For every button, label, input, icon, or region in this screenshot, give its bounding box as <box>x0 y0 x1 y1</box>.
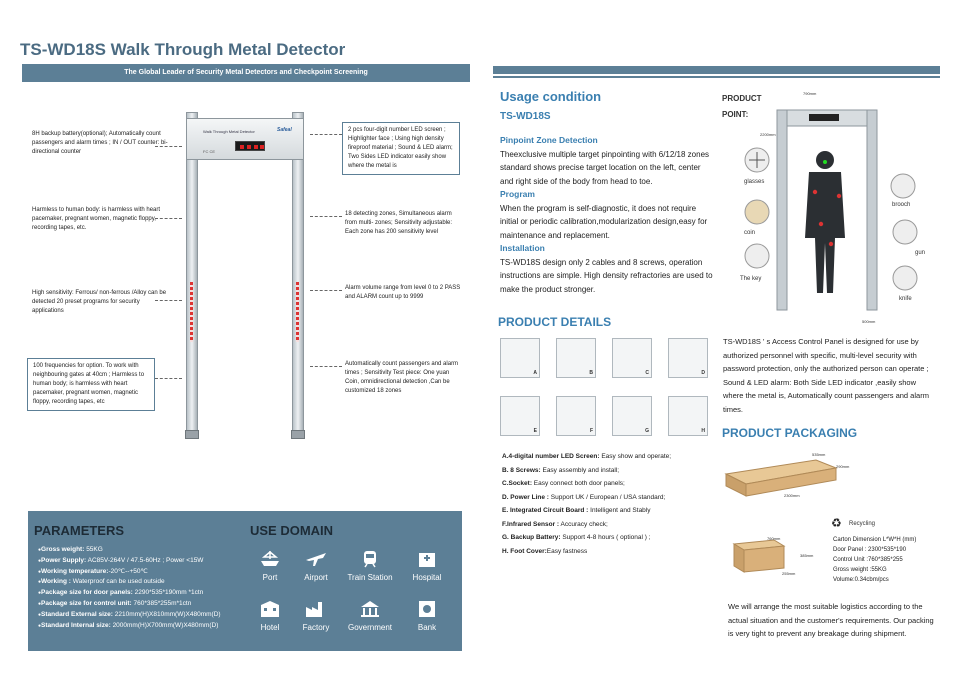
train-icon <box>358 549 382 569</box>
box2-length: 760mm <box>767 536 781 541</box>
box1-height: 290mm <box>836 464 850 469</box>
note-zones: 18 detecting zones, Simultaneous alarm from multi- zones; Sensitivity adjustable: Each zone has 200 sensitivity level <box>345 211 453 235</box>
connector <box>310 216 342 217</box>
part-a-led-screen: A <box>500 338 540 378</box>
pinpoint-title: Pinpoint Zone Detection <box>500 135 598 145</box>
part-h-foot-cover: H <box>668 396 708 436</box>
airplane-icon <box>304 549 328 569</box>
use-airport: Airport <box>286 549 346 582</box>
details-item: B. 8 Screws: Easy assembly and install; <box>502 466 620 474</box>
product-point-graphic <box>717 88 939 328</box>
param-item: ● Package size for control unit: 760*385*255m*1ctn <box>38 599 221 610</box>
use-factory: Factory <box>286 599 346 632</box>
part-g-backup-battery: G <box>612 396 652 436</box>
connector <box>310 134 342 135</box>
detector-illustration <box>182 112 310 442</box>
param-item: ● Package size for door panels: 2290*535*190mm *1ctn <box>38 588 221 599</box>
box1-width: 535mm <box>812 452 826 457</box>
detector-crossbar <box>186 118 304 160</box>
label-key: The key <box>740 276 762 282</box>
parameters-panel <box>28 511 462 651</box>
details-item: E. Integrated Circuit Board : Intelligent and Stably <box>502 507 651 514</box>
led-indicator-right <box>296 282 299 342</box>
led-display <box>235 141 265 151</box>
param-item: ● Working : Waterproof can be used outside <box>38 577 221 588</box>
right-foot <box>291 430 305 439</box>
details-item: D. Power Line : Support UK / European / USA standard; <box>502 493 666 501</box>
details-item: A.4-digital number LED Screen: Easy show and operate; <box>502 453 672 460</box>
note-harmless: Harmless to human body: is harmless with heart pacemaker, pregnant women, magnetic floppy, recording tapes, etc. <box>32 207 161 231</box>
part-d-power-line: D <box>668 338 708 378</box>
details-item: C.Socket: Easy connect both door panels; <box>502 480 625 487</box>
param-item: ● Gross weight: 55KG <box>38 545 221 556</box>
part-b-screws: B <box>556 338 596 378</box>
label-glasses: glasses <box>744 179 765 185</box>
details-item: H. Foot Cover:Easy fastness <box>502 547 588 555</box>
government-icon <box>358 599 382 619</box>
label-knife: knife <box>899 296 912 302</box>
packaging-heading: PRODUCT PACKAGING <box>722 426 858 440</box>
details-item: F.Infrared Sensor : Accuracy check; <box>502 520 608 528</box>
brand-logo: Safeal <box>277 127 292 133</box>
note-battery: 8H backup battery(optional); Automatically count passengers and alarm times ; IN / OUT counter: bi-directional counter <box>32 131 168 155</box>
use-domain-heading: USE DOMAIN <box>250 523 334 538</box>
left-foot <box>185 430 199 439</box>
note-count: Automatically count passengers and alarm times ; Sensitivity Test piece: One yuan Coin, omnidirectional detection ,Can be customized 18 zones <box>345 361 459 394</box>
parameters-heading: PARAMETERS <box>34 523 125 538</box>
door-panel-carton <box>722 450 842 500</box>
part-f-infrared-sensor: F <box>556 396 596 436</box>
use-train-station: Train Station <box>340 549 400 582</box>
note-frequencies: 100 frequencies for option. To work with neighbouring gates at 40cm ; Harmless to human body; is harmless with heart pacemaker, pregnant women, magnetic floppy, recording tapes, etc <box>27 358 155 411</box>
connector <box>155 378 182 379</box>
part-e-circuit-board: E <box>500 396 540 436</box>
box1-length: 2300mm <box>784 493 800 498</box>
recycling-icon: ♻ <box>831 516 842 530</box>
right-pillar <box>292 112 304 437</box>
note-led-screen: 2 pcs four-digit number LED screen ; Highlighter face ; Using high density fireproof material ; Sound & LED alarm; Two Sides LED indicator easily show where the metal is <box>342 122 460 175</box>
connector <box>310 290 342 291</box>
usage-model: TS-WD18S <box>500 111 551 122</box>
note-alarm-volume: Alarm volume range from level 0 to 2 PASS and ALARM count up to 9999 <box>345 285 461 300</box>
right-banner-line <box>493 76 940 78</box>
ship-icon <box>258 549 282 569</box>
product-point-illustration <box>717 88 939 328</box>
parameters-list <box>38 545 221 631</box>
page-title: TS-WD18S Walk Through Metal Detector <box>20 40 346 59</box>
box2-height: 385mm <box>800 553 814 558</box>
bank-icon <box>415 599 439 619</box>
hotel-icon <box>258 599 282 619</box>
product-point-desc: TS-WD18S ' s Access Control Panel is designed for use by authorized personnel with specific, multi-level security with password protection, only the authorized person can operate ; Sound & LED alarm: Both Side LED indicator ,easily show where the metal is, Automatically count passengers and alarm times. <box>723 337 929 414</box>
param-item: ● Power Supply: AC85V-264V / 47.5-60Hz ; Power <15W <box>38 556 221 567</box>
cert-marks: FC CE <box>203 149 215 154</box>
control-unit-carton <box>730 536 790 576</box>
program-text: When the program is self-diagnostic, it does not require initial or periodic calibration,modularization design,easy for maintenance and replacement. <box>500 203 708 240</box>
led-indicator-left <box>190 282 193 342</box>
left-pillar <box>186 112 198 437</box>
label-brooch: brooch <box>892 202 911 208</box>
packaging-specs: Carton Dimension L*W*H (mm) Door Panel : 2300*535*190 Control Unit :760*385*255 Gross weight :55KG Volume:0.34cbm/pcs <box>833 537 917 583</box>
usage-heading: Usage condition <box>500 89 602 104</box>
page-banner: The Global Leader of Security Metal Detectors and Checkpoint Screening <box>22 64 470 82</box>
connector <box>155 218 182 219</box>
install-text: TS-WD18S design only 2 cables and 8 screws, operation instructions are simple. High density refractories are used to make the product stronger. <box>500 257 713 294</box>
packaging-note: We will arrange the most suitable logistics according to the actual situation and the customer's requirements. Our packing is very tight to prevent any breakage during shipment. <box>728 602 934 638</box>
crossbar-label: Walk Through Metal Detector <box>203 129 255 134</box>
use-bank: Bank <box>397 599 457 632</box>
connector <box>155 146 182 147</box>
usage-text <box>500 134 715 296</box>
label-gun: gun <box>915 250 926 256</box>
use-government: Government <box>340 599 400 632</box>
param-item: ● Standard External size: 2210mm(H)X810mm(W)X480mm(D) <box>38 610 221 621</box>
param-item: ● Standard Internal size: 2000mm(H)X700mm(W)X480mm(D) <box>38 621 221 632</box>
dim-width: 790mm <box>803 91 817 96</box>
connector <box>155 300 182 301</box>
label-coin: coin <box>744 230 756 236</box>
box2-width: 255mm <box>782 571 796 576</box>
param-item: ● Working temperature:-20℃--+50℃ <box>38 567 221 578</box>
details-list <box>502 450 671 558</box>
factory-icon <box>304 599 328 619</box>
dim-height: 2200mm <box>760 132 776 137</box>
install-title: Installation <box>500 243 545 253</box>
program-title: Program <box>500 189 535 199</box>
note-sensitivity: High sensitivity: Ferrous/ non-ferrous /Alloy can be detected 20 preset programs for security applications <box>32 290 167 314</box>
use-port: Port <box>240 549 300 582</box>
right-banner-bar <box>493 66 940 74</box>
recycling-label: Recycling <box>849 521 876 527</box>
use-hotel: Hotel <box>240 599 300 632</box>
pinpoint-text: Theexclusive multiple target pinpointing with 6/12/18 zones standard shows precise target location on the left, center and right side of the body from head to toe. <box>500 149 710 186</box>
part-c-socket: C <box>612 338 652 378</box>
details-item: G. Backup Battery: Support 4-8 hours ( optional ) ; <box>502 534 651 541</box>
connector <box>310 366 342 367</box>
hospital-icon <box>415 549 439 569</box>
details-heading: PRODUCT DETAILS <box>498 315 612 329</box>
product-point-title: PRODUCT POINT: <box>722 94 762 119</box>
use-hospital: Hospital <box>397 549 457 582</box>
dim-depth: 500mm <box>862 319 876 324</box>
